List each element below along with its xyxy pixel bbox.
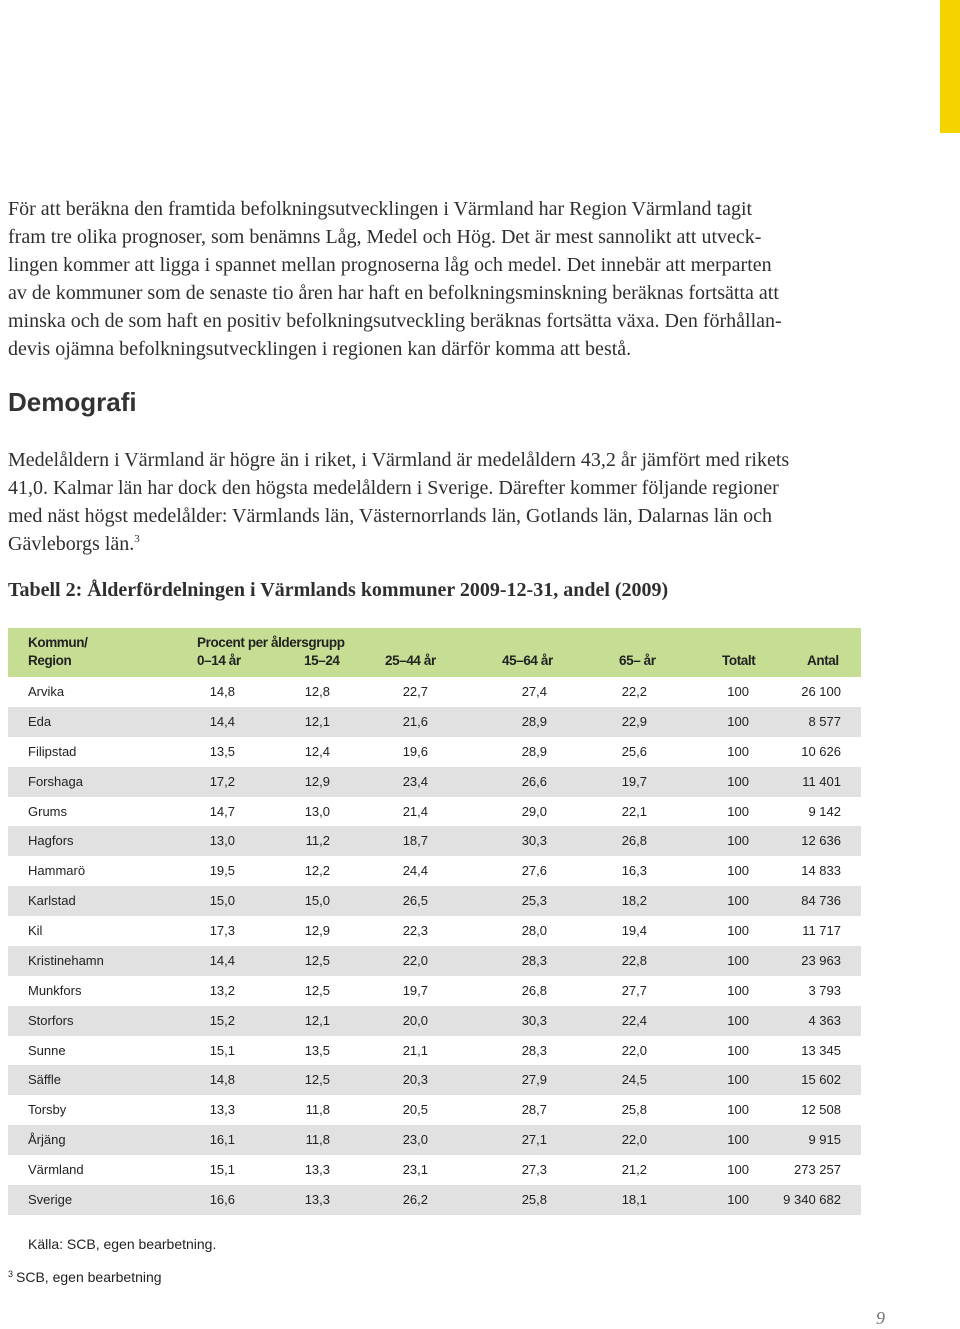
header-col-65-plus: 65– år xyxy=(619,653,656,668)
demografi-paragraph xyxy=(8,446,908,558)
cell-25-44: 21,4 xyxy=(402,803,428,819)
cell-45-64: 28,7 xyxy=(521,1102,547,1118)
cell-45-64: 28,9 xyxy=(521,713,547,729)
cell-15-24: 12,8 xyxy=(304,684,330,699)
cell-antal: 8 577 xyxy=(808,713,841,729)
municipality-name: Årjäng xyxy=(28,1132,66,1148)
cell-0-14: 14,4 xyxy=(209,952,235,968)
cell-15-24: 12,4 xyxy=(304,743,330,759)
municipality-name: Filipstad xyxy=(28,743,77,759)
table-body xyxy=(8,677,861,1215)
cell-antal: 11 401 xyxy=(802,773,841,789)
cell-totalt: 100 xyxy=(727,1162,749,1177)
cell-25-44: 22,7 xyxy=(402,684,428,699)
header-age-group: Procent per åldersgrupp xyxy=(197,635,345,650)
cell-45-64: 27,4 xyxy=(521,684,547,699)
cell-15-24: 13,3 xyxy=(304,1162,330,1177)
municipality-name: Torsby xyxy=(28,1102,67,1118)
cell-totalt: 100 xyxy=(727,803,749,819)
table-row xyxy=(8,767,861,797)
cell-45-64: 30,3 xyxy=(521,833,547,849)
paragraph-line: För att beräkna den framtida befolkningsutvecklingen i Värmland har Region Värmland tagit xyxy=(8,198,753,220)
municipality-name: Storfors xyxy=(28,1012,74,1028)
table-row xyxy=(8,886,861,916)
cell-15-24: 12,9 xyxy=(304,773,330,789)
table-row xyxy=(8,797,861,827)
cell-45-64: 26,8 xyxy=(521,982,547,998)
cell-15-24: 13,5 xyxy=(304,1042,330,1058)
cell-totalt: 100 xyxy=(727,893,749,909)
paragraph-line: av de kommuner som de senaste tio åren har haft en befolkningsminskning beräknas fortsätta att xyxy=(8,282,779,304)
cell-15-24: 13,0 xyxy=(304,803,330,819)
cell-totalt: 100 xyxy=(727,713,749,729)
municipality-name: Hagfors xyxy=(28,833,74,849)
cell-45-64: 26,6 xyxy=(521,773,547,789)
cell-65-plus: 22,0 xyxy=(621,1042,647,1058)
table-row xyxy=(8,1125,861,1155)
table-row xyxy=(8,946,861,976)
cell-totalt: 100 xyxy=(727,773,749,789)
cell-0-14: 13,2 xyxy=(209,982,235,998)
table-row xyxy=(8,1036,861,1066)
cell-25-44: 21,6 xyxy=(402,713,428,729)
table-row xyxy=(8,976,861,1006)
cell-45-64: 25,3 xyxy=(521,893,547,909)
cell-45-64: 27,9 xyxy=(521,1072,547,1088)
cell-65-plus: 22,9 xyxy=(621,713,647,729)
table-row xyxy=(8,1155,861,1185)
cell-antal: 14 833 xyxy=(801,863,841,879)
cell-antal: 13 345 xyxy=(801,1042,841,1058)
cell-totalt: 100 xyxy=(727,952,749,968)
cell-totalt: 100 xyxy=(727,1042,749,1058)
cell-0-14: 13,0 xyxy=(209,833,235,849)
municipality-name: Värmland xyxy=(28,1162,84,1177)
cell-0-14: 13,3 xyxy=(209,1102,235,1118)
municipality-name: Eda xyxy=(28,713,52,729)
municipality-name: Munkfors xyxy=(28,982,82,998)
cell-65-plus: 21,2 xyxy=(621,1162,647,1177)
cell-45-64: 27,3 xyxy=(521,1162,547,1177)
cell-65-plus: 18,1 xyxy=(621,1191,647,1207)
cell-antal: 26 100 xyxy=(801,684,841,699)
cell-45-64: 25,8 xyxy=(521,1191,547,1207)
cell-15-24: 11,8 xyxy=(305,1102,330,1118)
table-row xyxy=(8,737,861,767)
cell-totalt: 100 xyxy=(727,743,749,759)
cell-0-14: 15,0 xyxy=(209,893,235,909)
cell-totalt: 100 xyxy=(727,1102,749,1118)
cell-45-64: 27,6 xyxy=(521,863,547,879)
cell-25-44: 20,5 xyxy=(402,1102,428,1118)
cell-15-24: 12,5 xyxy=(304,952,330,968)
cell-45-64: 30,3 xyxy=(521,1012,547,1028)
cell-antal: 3 793 xyxy=(808,982,841,998)
paragraph-line: 41,0. Kalmar län har dock den högsta medelåldern i Sverige. Därefter kommer följande regioner xyxy=(8,477,779,499)
cell-0-14: 14,8 xyxy=(209,1072,235,1088)
header-col-15-24: 15–24 xyxy=(304,653,340,668)
header-col-totalt: Totalt xyxy=(722,653,756,668)
municipality-name: Kil xyxy=(28,923,43,938)
cell-antal: 11 717 xyxy=(802,923,841,938)
paragraph-line: devis ojämna befolkningsutvecklingen i regionen kan därför komma att bestå. xyxy=(8,338,632,360)
cell-45-64: 28,3 xyxy=(521,952,547,968)
cell-65-plus: 26,8 xyxy=(621,833,647,849)
cell-65-plus: 19,7 xyxy=(621,773,647,789)
paragraph-line: Medelåldern i Värmland är högre än i riket, i Värmland är medelåldern 43,2 år jämfört med rikets xyxy=(8,449,790,471)
municipality-name: Sverige xyxy=(28,1191,73,1207)
cell-0-14: 15,1 xyxy=(209,1042,235,1058)
cell-25-44: 21,1 xyxy=(402,1042,428,1058)
cell-15-24: 12,1 xyxy=(304,1012,330,1028)
cell-15-24: 11,2 xyxy=(305,833,330,849)
cell-65-plus: 22,4 xyxy=(621,1012,647,1028)
cell-totalt: 100 xyxy=(727,833,749,849)
cell-45-64: 28,9 xyxy=(521,743,547,759)
paragraph-line: med näst högst medelålder: Värmlands län, Västernorrlands län, Gotlands län, Dalarnas län och xyxy=(8,505,773,527)
cell-25-44: 20,0 xyxy=(402,1012,428,1028)
cell-0-14: 15,1 xyxy=(209,1162,235,1177)
municipality-name: Säffle xyxy=(28,1072,62,1088)
cell-0-14: 16,6 xyxy=(209,1191,235,1207)
cell-25-44: 19,7 xyxy=(402,982,428,998)
cell-0-14: 14,4 xyxy=(209,713,235,729)
header-col-25-44: 25–44 år xyxy=(385,653,436,668)
cell-15-24: 12,2 xyxy=(304,863,330,879)
header-col-antal: Antal xyxy=(807,653,839,668)
cell-65-plus: 24,5 xyxy=(621,1072,647,1088)
cell-antal: 84 736 xyxy=(801,893,841,909)
cell-25-44: 23,4 xyxy=(402,773,428,789)
cell-antal: 10 626 xyxy=(801,743,841,759)
municipality-name: Hammarö xyxy=(28,863,86,879)
paragraph-line: minska och de som haft en positiv befolkningsutveckling beräknas fortsätta växa. Den förhållan- xyxy=(8,310,782,332)
cell-65-plus: 22,0 xyxy=(621,1132,647,1148)
cell-totalt: 100 xyxy=(727,1012,749,1028)
cell-totalt: 100 xyxy=(727,982,749,998)
table-header xyxy=(8,628,861,677)
cell-0-14: 14,7 xyxy=(209,803,235,819)
table-row xyxy=(8,677,861,707)
municipality-name: Karlstad xyxy=(28,893,76,909)
cell-25-44: 26,5 xyxy=(402,893,428,909)
municipality-name: Arvika xyxy=(28,684,65,699)
footnote-marker: 3 xyxy=(8,1269,14,1279)
cell-15-24: 12,1 xyxy=(304,713,330,729)
municipality-name: Forshaga xyxy=(28,773,83,789)
paragraph-line-text: Gävleborgs län. xyxy=(8,533,135,555)
cell-antal: 12 508 xyxy=(801,1102,841,1118)
header-region: Region xyxy=(28,653,72,668)
cell-antal: 23 963 xyxy=(801,952,841,968)
cell-0-14: 17,2 xyxy=(209,773,235,789)
cell-totalt: 100 xyxy=(727,863,749,879)
cell-25-44: 20,3 xyxy=(402,1072,428,1088)
intro-paragraph xyxy=(8,195,908,363)
paragraph-line xyxy=(8,530,908,558)
cell-45-64: 28,3 xyxy=(521,1042,547,1058)
cell-65-plus: 18,2 xyxy=(621,893,647,909)
footnote-text: SCB, egen bearbetning xyxy=(16,1269,162,1285)
header-col-0-14: 0–14 år xyxy=(197,653,241,668)
cell-antal: 273 257 xyxy=(794,1162,841,1177)
municipality-name: Kristinehamn xyxy=(28,952,104,968)
cell-25-44: 24,4 xyxy=(402,863,428,879)
table-row xyxy=(8,1006,861,1036)
cell-antal: 12 636 xyxy=(801,833,841,849)
cell-65-plus: 22,1 xyxy=(621,803,647,819)
cell-65-plus: 25,8 xyxy=(621,1102,647,1118)
cell-totalt: 100 xyxy=(727,684,749,699)
header-col-45-64: 45–64 år xyxy=(502,653,553,668)
cell-totalt: 100 xyxy=(727,1132,749,1148)
cell-0-14: 15,2 xyxy=(209,1012,235,1028)
table-row xyxy=(8,916,861,946)
municipality-name: Sunne xyxy=(28,1042,66,1058)
section-heading: Demografi xyxy=(8,387,137,417)
cell-totalt: 100 xyxy=(727,1072,749,1088)
table-source: Källa: SCB, egen bearbetning. xyxy=(28,1236,217,1252)
municipality-name: Grums xyxy=(28,803,67,819)
cell-25-44: 19,6 xyxy=(402,743,428,759)
table-row xyxy=(8,1185,861,1215)
cell-65-plus: 16,3 xyxy=(621,863,647,879)
cell-15-24: 15,0 xyxy=(304,893,330,909)
footnote-reference: 3 xyxy=(134,533,140,545)
cell-25-44: 26,2 xyxy=(402,1191,428,1207)
cell-15-24: 12,5 xyxy=(304,982,330,998)
cell-65-plus: 19,4 xyxy=(621,923,647,938)
table-row xyxy=(8,1095,861,1125)
table-row xyxy=(8,826,861,856)
cell-25-44: 18,7 xyxy=(402,833,428,849)
cell-0-14: 19,5 xyxy=(209,863,235,879)
cell-15-24: 11,8 xyxy=(305,1132,330,1148)
header-kommun: Kommun/ xyxy=(28,635,88,650)
cell-0-14: 17,3 xyxy=(209,923,235,938)
cell-totalt: 100 xyxy=(727,923,749,938)
table-row xyxy=(8,1065,861,1095)
cell-antal: 9 340 682 xyxy=(783,1191,841,1207)
cell-totalt: 100 xyxy=(727,1191,749,1207)
cell-45-64: 27,1 xyxy=(521,1132,547,1148)
cell-0-14: 13,5 xyxy=(209,743,235,759)
cell-antal: 9 142 xyxy=(808,803,841,819)
cell-antal: 15 602 xyxy=(801,1072,841,1088)
age-distribution-table xyxy=(8,628,861,1214)
cell-15-24: 12,5 xyxy=(304,1072,330,1088)
cell-antal: 4 363 xyxy=(808,1012,841,1028)
cell-45-64: 28,0 xyxy=(521,923,547,938)
cell-65-plus: 25,6 xyxy=(621,743,647,759)
table-title: Tabell 2: Ålderfördelningen i Värmlands kommuner 2009-12-31, andel (2009) xyxy=(8,579,669,601)
cell-0-14: 16,1 xyxy=(209,1132,235,1148)
cell-65-plus: 22,8 xyxy=(621,952,647,968)
cell-25-44: 22,3 xyxy=(402,923,428,938)
cell-15-24: 13,3 xyxy=(304,1191,330,1207)
accent-tab xyxy=(940,0,960,133)
cell-25-44: 23,0 xyxy=(402,1132,428,1148)
cell-antal: 9 915 xyxy=(808,1132,841,1148)
table-row xyxy=(8,707,861,737)
cell-65-plus: 22,2 xyxy=(621,684,647,699)
cell-0-14: 14,8 xyxy=(209,684,235,699)
paragraph-line: fram tre olika prognoser, som benämns Låg, Medel och Hög. Det är mest sannolikt att utveck- xyxy=(8,226,762,248)
paragraph-line: lingen kommer att ligga i spannet mellan prognoserna låg och medel. Det innebär att merparten xyxy=(8,254,772,276)
cell-15-24: 12,9 xyxy=(304,923,330,938)
cell-25-44: 23,1 xyxy=(402,1162,428,1177)
cell-45-64: 29,0 xyxy=(521,803,547,819)
page-number: 9 xyxy=(876,1308,885,1328)
cell-65-plus: 27,7 xyxy=(621,982,647,998)
table-row xyxy=(8,856,861,886)
cell-25-44: 22,0 xyxy=(402,952,428,968)
footnote xyxy=(8,1268,162,1286)
